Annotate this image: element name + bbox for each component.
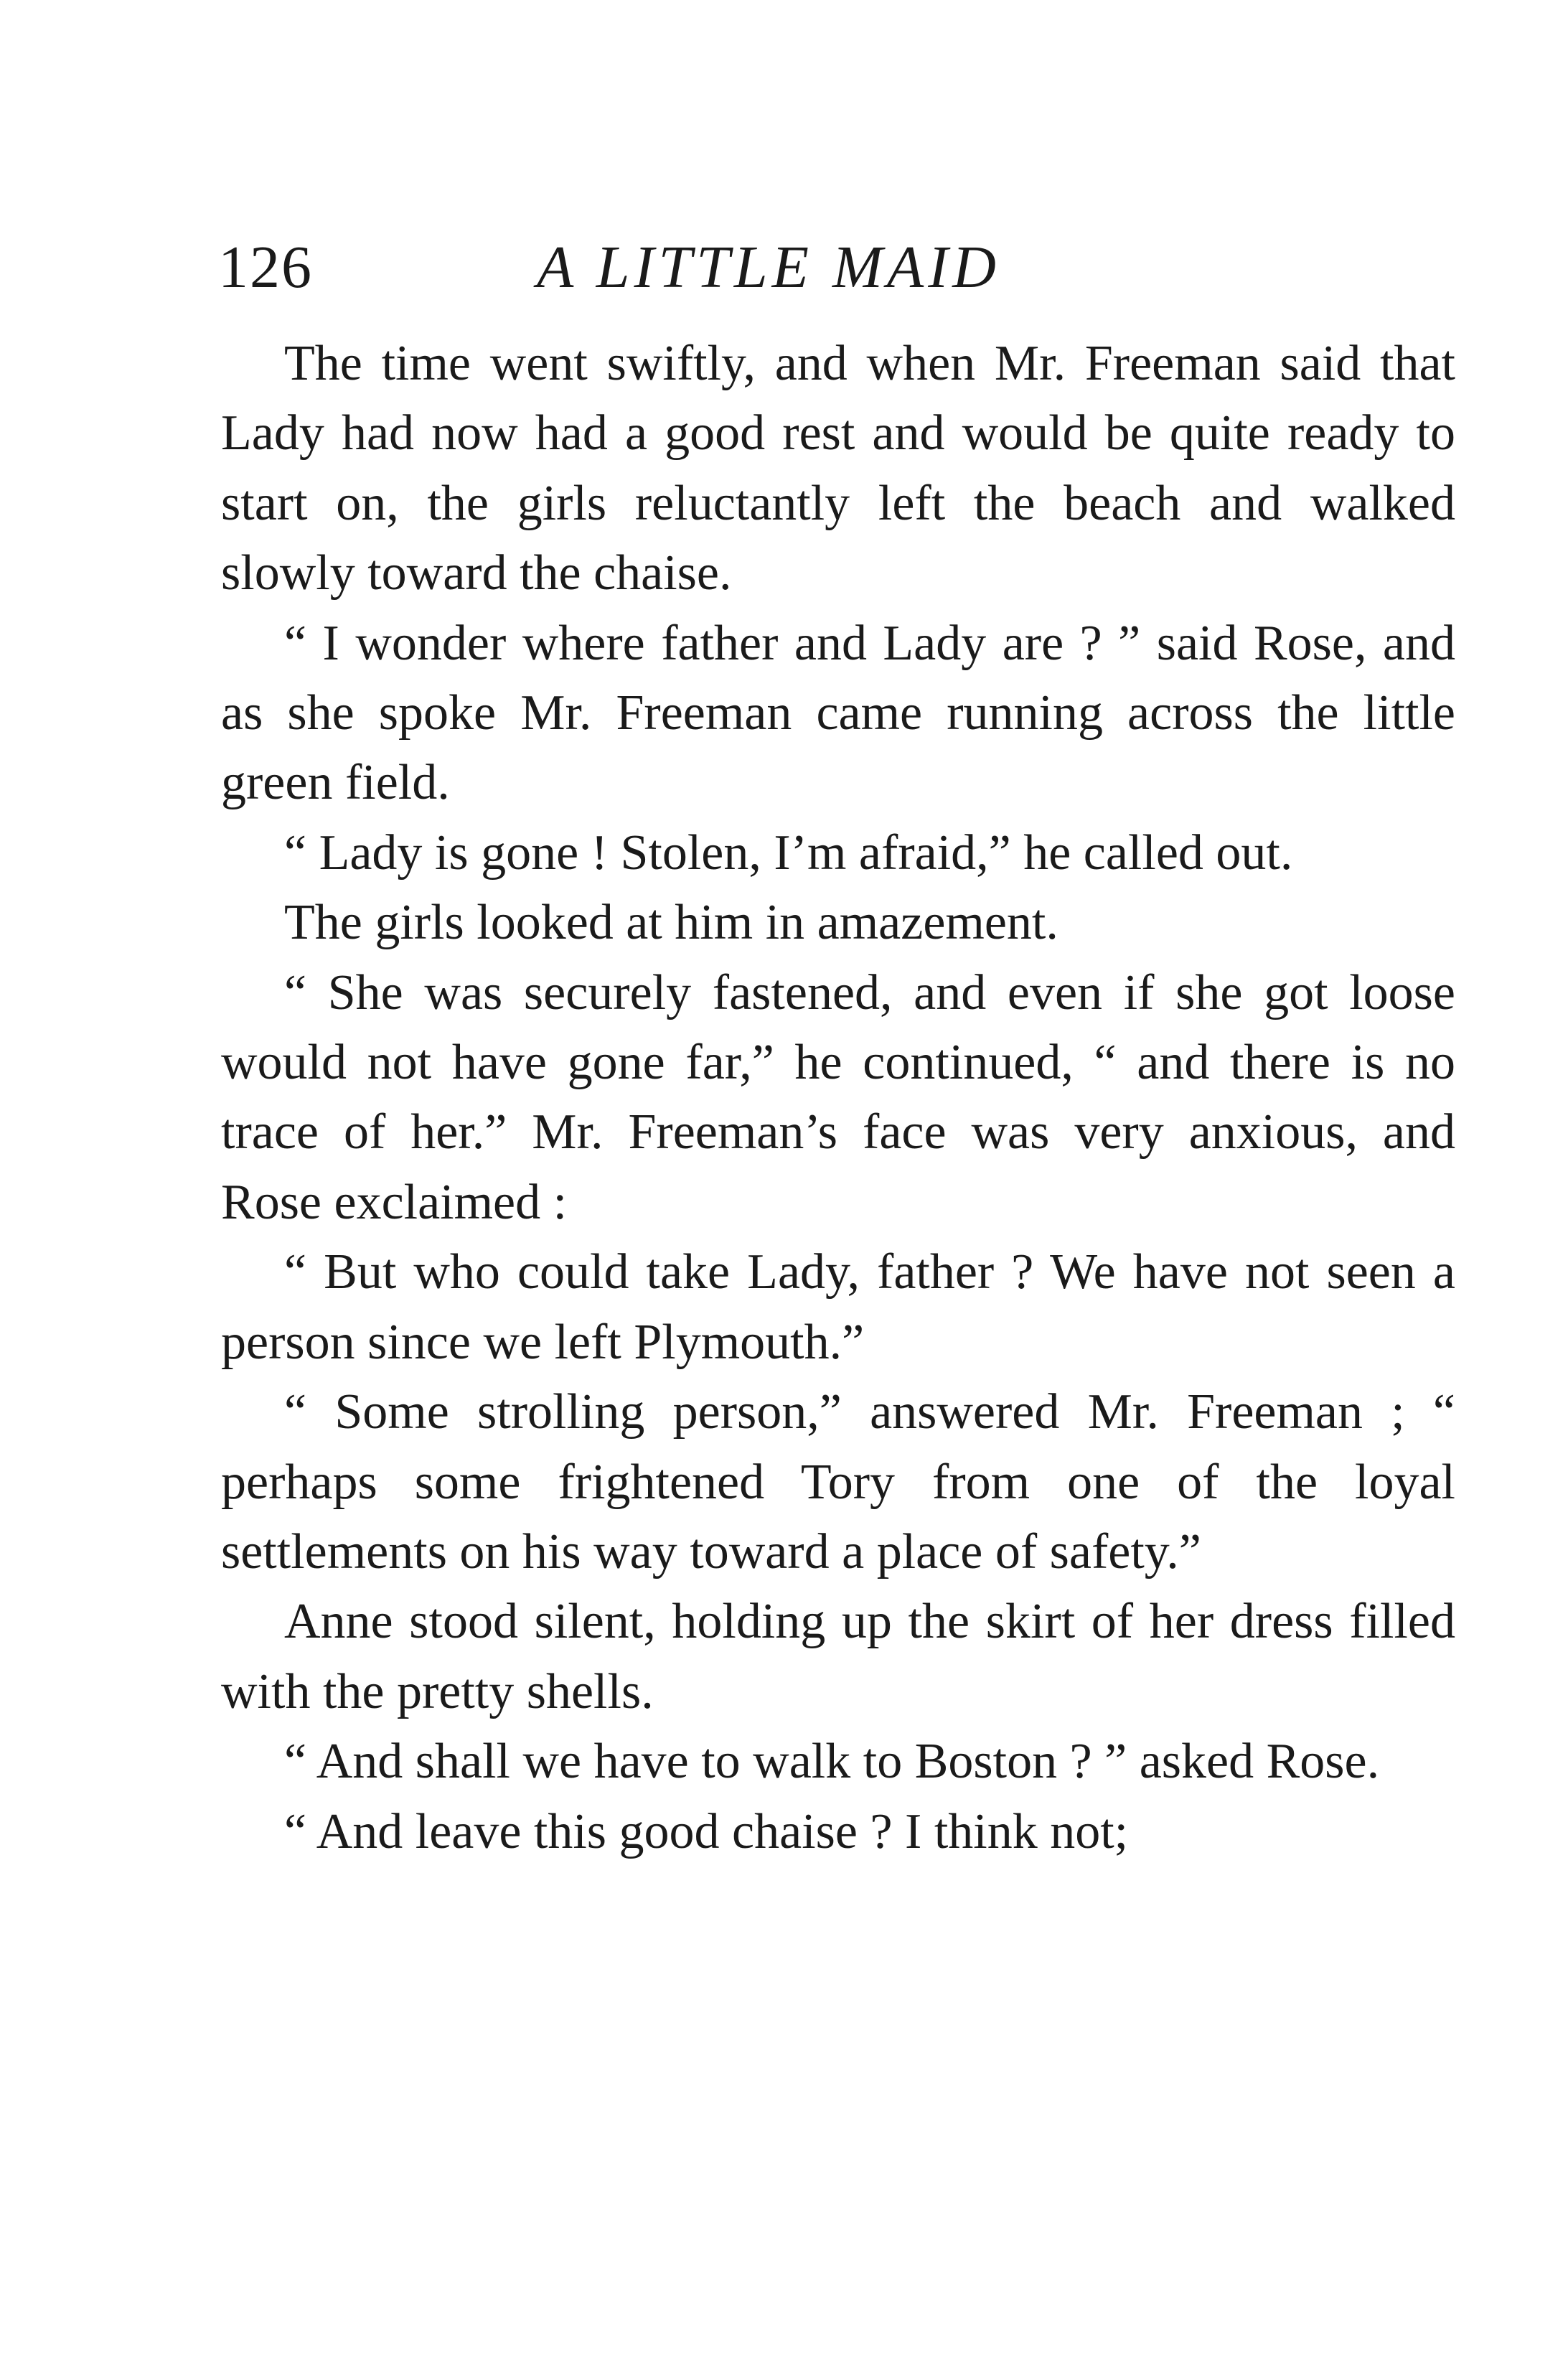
running-head [218, 228, 1438, 307]
paragraph-4: The girls looked at him in amazement. [284, 895, 1058, 951]
paragraph-5: “ She was securely fastened, and even if she got loose would not have gone far,” he continued, “ and there is no trace of her.” Mr. Freeman’s face was very anxious, and Rose exclaimed : [221, 964, 1455, 1230]
page-number: 126 [218, 234, 313, 301]
body-text [221, 329, 1455, 1867]
paragraph-2: “ I wonder where father and Lady are ? ” said Rose, and as she spoke Mr. Freeman came running across the little green field. [221, 615, 1455, 811]
paragraph-7: “ Some strolling person,” answered Mr. Freeman ; “ perhaps some frightened Tory from one of the loyal settlements on his way toward a place of safety.” [221, 1384, 1455, 1579]
paragraph-8: Anne stood silent, holding up the skirt of her dress filled with the pretty shells. [221, 1594, 1455, 1719]
paragraph-10: “ And leave this good chaise ? I think not; [284, 1803, 1129, 1859]
paragraph-9: “ And shall we have to walk to Boston ? ” asked Rose. [284, 1734, 1380, 1790]
paragraph-1: The time went swiftly, and when Mr. Freeman said that Lady had now had a good rest and would be quite ready to start on, the girls reluctantly left the beach and walked slowly toward the chaise. [221, 336, 1455, 601]
book-title: A LITTLE MAID [537, 234, 1000, 301]
paragraph-3: “ Lady is gone ! Stolen, I’m afraid,” he called out. [284, 825, 1293, 881]
paragraph-6: “ But who could take Lady, father ? We have not seen a person since we left Plymouth.” [221, 1244, 1455, 1370]
